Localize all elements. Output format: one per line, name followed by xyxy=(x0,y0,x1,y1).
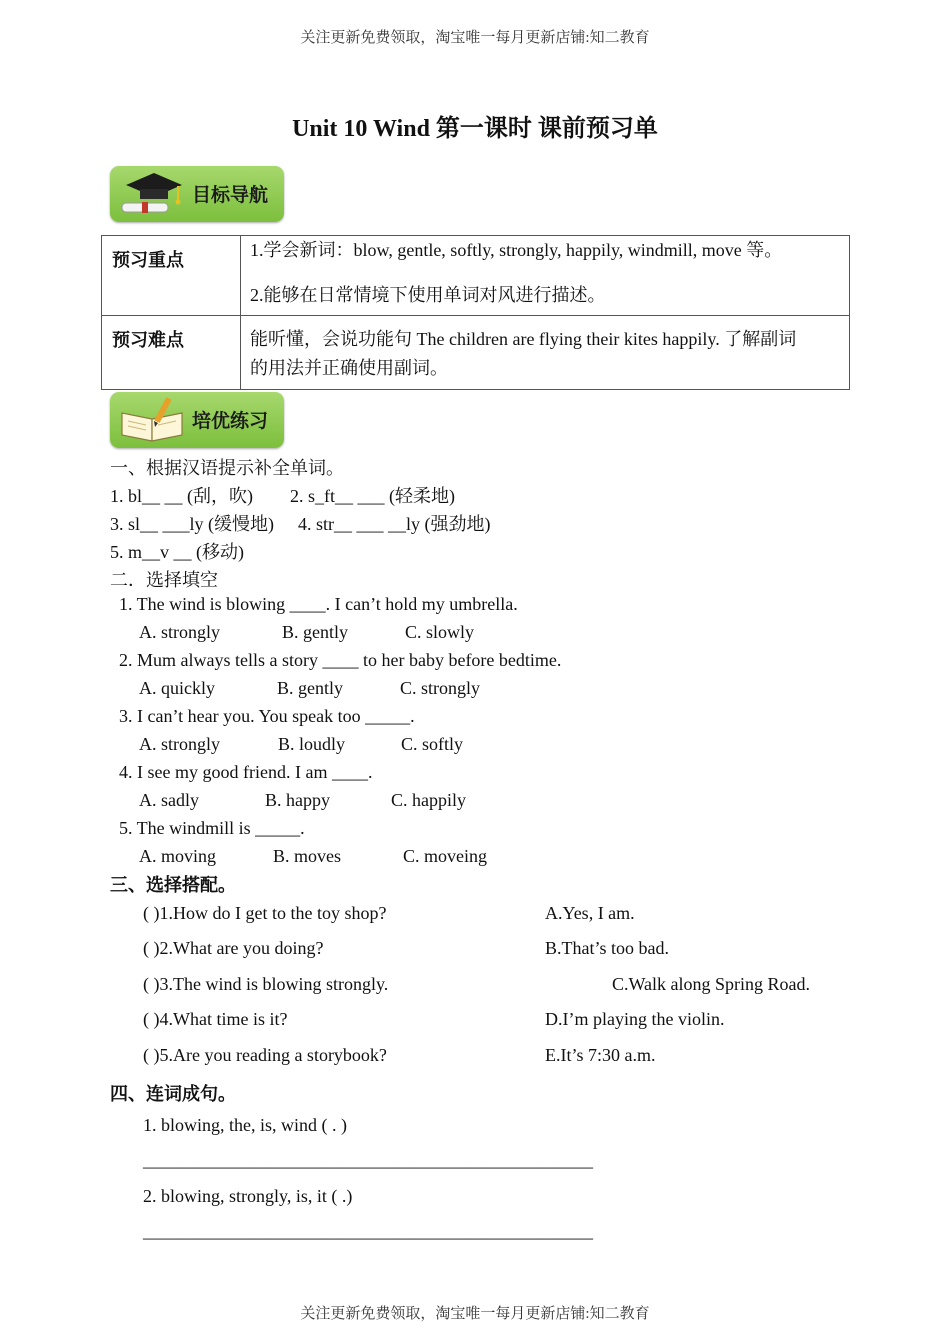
reorder-question-1: 1. blowing, the, is, wind ( . ) xyxy=(143,1115,347,1135)
mc-option: A. strongly xyxy=(139,734,220,754)
mc-question-4: 4. I see my good friend. I am ____. xyxy=(119,762,373,782)
mc-option: A. quickly xyxy=(139,678,215,698)
page-footer: 关注更新免费领取，淘宝唯一每月更新店铺:知二教育 xyxy=(300,1306,650,1322)
practice-label: 培优练习 xyxy=(192,410,269,432)
mc-option: C. strongly xyxy=(400,678,481,698)
mc-question-1: 1. The wind is blowing ____. I can’t hold my umbrella. xyxy=(119,594,518,614)
goals-table xyxy=(101,235,850,390)
match-question-5: ( )5.Are you reading a storybook? xyxy=(143,1045,387,1065)
mc-question-3: 3. I can’t hear you. You speak too _____. xyxy=(119,706,415,726)
match-answer-b: B.That’s too bad. xyxy=(545,938,669,958)
answer-line-2[interactable]: __________________________________________________ xyxy=(143,1221,593,1241)
mc-option: C. slowly xyxy=(405,622,475,642)
mc-option: A. strongly xyxy=(139,622,220,642)
mc-option: B. gently xyxy=(277,678,343,698)
section1-item-5: 5. m__v __ (移动) xyxy=(110,542,244,562)
answer-line-1[interactable]: __________________________________________________ xyxy=(143,1150,593,1170)
key-points-label: 预习重点 xyxy=(102,236,241,316)
reorder-question-2: 2. blowing, strongly, is, it ( .) xyxy=(143,1186,353,1206)
section1-item-4: 4. str__ ___ __ly (强劲地) xyxy=(298,514,491,534)
mc-option: B. happy xyxy=(265,790,330,810)
key-point-2: 2.能够在日常情境下使用单词对风进行描述。 xyxy=(250,285,606,305)
key-points-cell xyxy=(241,236,850,316)
goal-navigation-label: 目标导航 xyxy=(192,184,269,206)
page-title: Unit 10 Wind 第一课时 课前预习单 xyxy=(292,116,658,142)
practice-badge xyxy=(110,392,284,448)
key-point-1: 1.学会新词：blow, gentle, softly, strongly, happily, windmill, move 等。 xyxy=(250,240,783,260)
mc-option: C. softly xyxy=(401,734,464,754)
mc-option: B. gently xyxy=(282,622,348,642)
difficulty-cell xyxy=(241,316,850,390)
section4-heading: 四、连词成句。 xyxy=(110,1084,236,1104)
goal-navigation-badge xyxy=(110,166,284,222)
section2-heading: 二．选择填空 xyxy=(110,570,218,590)
match-question-2: ( )2.What are you doing? xyxy=(143,938,324,958)
mc-option: C. happily xyxy=(391,790,466,810)
difficulty-line-2: 的用法并正确使用副词。 xyxy=(250,358,448,378)
match-question-3: ( )3.The wind is blowing strongly. xyxy=(143,974,389,994)
mc-option: A. sadly xyxy=(139,790,199,810)
section1-heading: 一、根据汉语提示补全单词。 xyxy=(110,458,344,478)
mc-question-5: 5. The windmill is _____. xyxy=(119,818,305,838)
mc-option: B. loudly xyxy=(278,734,346,754)
mc-option: B. moves xyxy=(273,846,342,866)
open-book-icon xyxy=(116,395,192,445)
section1-item-2: 2. s_ft__ ___ (轻柔地) xyxy=(290,486,455,506)
match-answer-a: A.Yes, I am. xyxy=(545,903,635,923)
match-answer-e: E.It’s 7:30 a.m. xyxy=(545,1045,656,1065)
section1-item-3: 3. sl__ ___ly (缓慢地) xyxy=(110,514,274,534)
match-question-4: ( )4.What time is it? xyxy=(143,1009,288,1029)
match-answer-d: D.I’m playing the violin. xyxy=(545,1009,725,1029)
section3-heading: 三、选择搭配。 xyxy=(110,875,236,895)
graduation-cap-icon xyxy=(116,169,192,219)
mc-option: C. moveing xyxy=(403,846,487,866)
difficulty-label: 预习难点 xyxy=(102,316,241,390)
section1-item-1: 1. bl__ __ (刮，吹) xyxy=(110,486,253,506)
match-answer-c: C.Walk along Spring Road. xyxy=(612,974,811,994)
mc-option: A. moving xyxy=(139,846,217,866)
page-header: 关注更新免费领取，淘宝唯一每月更新店铺:知二教育 xyxy=(300,30,650,46)
difficulty-line-1: 能听懂，会说功能句 The children are flying their kites happily. 了解副词 xyxy=(250,329,797,349)
mc-question-2: 2. Mum always tells a story ____ to her baby before bedtime. xyxy=(119,650,562,670)
match-question-1: ( )1.How do I get to the toy shop? xyxy=(143,903,387,923)
